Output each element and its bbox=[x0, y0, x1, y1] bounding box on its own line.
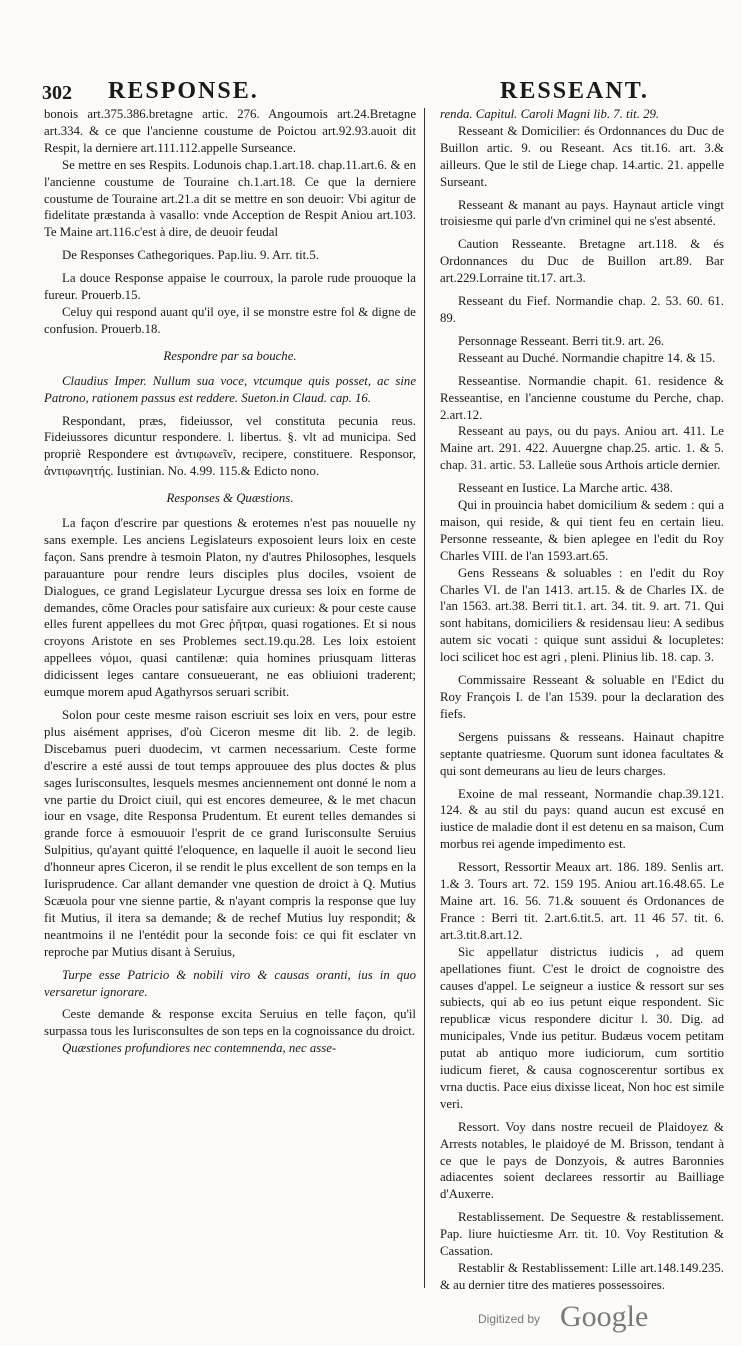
entry: Commissaire Resseant & soluable en l'Edict du Roy François I. de l'an 1539. pour la declaration des fiefs. bbox=[440, 673, 724, 721]
quotation: Quæstiones profundiores nec contemnenda, nec asse- bbox=[62, 1041, 337, 1056]
entry: Ressort, Ressortir Meaux art. 186. 189. Senlis art. 1.& 3. Tours art. 72. 159 195. Aniou art.16.48.65. Le Maine art. 16. 56. 71.& souuent és Ordonances de France : Berri tit. 2.art.6.tit.5. art. 11 46 57. tit. 6. art.3.tit.8.art.12. bbox=[440, 860, 724, 942]
paragraph: Respondant, præs, fideiussor, vel constituta pecunia reus. Fideiussores dicuntur respondere. l. libertus. §. vlt ad municipa. Sed propriè Respondere est ἀντιφωνεῖν, recipere, constituere. Responsor, ἀντιφωνητής. Iustinian. No. 4.99. 115.& Edicto nono. bbox=[44, 413, 416, 479]
entry: Resseantise. Normandie chapit. 61. residence & Resseantise, en l'ancienne coustume du Perche, chap. 2.art.12. bbox=[440, 373, 724, 422]
quotation: Turpe esse Patricio & nobili viro & causas oranti, ius in quo versaretur ignorare. bbox=[44, 967, 416, 999]
section-heading: Responses & Quæstions. bbox=[166, 491, 294, 506]
entry: Exoine de mal resseant, Normandie chap.39.121. 124. & au stil du pays: quand aucun est excusé en iustice de maladie dont il est detenu en sa maison, Cum morbus rei agende impedimento est. bbox=[440, 786, 724, 852]
entry: Resseant du Fief. Normandie chap. 2. 53. 60. 61. 89. bbox=[440, 294, 724, 325]
digitized-by-label: Digitized by bbox=[478, 1312, 541, 1326]
paragraph: Se mettre en ses Respits. Lodunois chap.1.art.18. chap.11.art.6. & en l'ancienne coustume de Touraine ch.1.art.18. Ce que la derniere coustume de Touraine art.21.a dit se mettre en son deuoir: Vbi agitur de fidelitate præstanda à vasallo: vnde Acception de Respit Aniou art.103. Te Maine art.116.c'est à dire, de deuoir feudal bbox=[44, 157, 416, 240]
paragraph: renda. Capitul. Caroli Magni lib. 7. tit. 29. bbox=[440, 107, 660, 121]
right-column bbox=[440, 106, 724, 1326]
entry: Resseant en Iustice. La Marche artic. 438. bbox=[458, 481, 673, 496]
paragraph: bonois art.375.386.bretagne artic. 276. Angoumois art.24.Bretagne art.334. & ce que l'ancienne coustume de Poictou art.92.93.auoit dit Respit, la derniere art.111.112.appelle Surseance. bbox=[44, 107, 416, 155]
entry: Sergens puissans & resseans. Hainaut chapitre septante quatriesme. Quorum sunt idonea facultates & qui sont demeurans au lieu de leurs charges. bbox=[440, 729, 724, 778]
paragraph: Ceste demande & response excita Seruius en telle façon, qu'il surpassa tous les Iurisconsultes de son teps en la cognoissance du droict. bbox=[44, 1007, 416, 1039]
entry: Restablissement. De Sequestre & restablissement. Pap. liure huictiesme Arr. tit. 10. Voy Restitution & Cassation. bbox=[440, 1210, 724, 1259]
entry: Gens Resseans & soluables : en l'edit du Roy Charles VI. de l'an 1413. art.15. & de Charles IX. de l'an 1563. art.38. Berri tit.1. art. 34. tit. 9. art. 71. Qui sont habitans, domiciliers & residensau lieu: A sedibus autem sic vocati : quique sunt assidui & locupletes: loci scilicet hoc est agri , pleni. Plinius lib. 18. cap. 3. bbox=[440, 565, 724, 665]
entry: Restablir & Restablissement: Lille art.148.149.235. & au dernier titre des matieres possessoires. bbox=[440, 1261, 724, 1292]
running-header bbox=[42, 78, 702, 104]
entry: Resseant au pays, ou du pays. Aniou art. 411. Le Maine art. 291. 422. Auuergne chap.25. artic. 1. & 5. chap. 31. artic. 53. Lalleüe sous Arthois article dernier. bbox=[440, 424, 724, 473]
paragraph: Celuy qui respond auant qu'il oye, il se monstre estre fol & digne de confusion. Prouerb.18. bbox=[44, 304, 416, 336]
digitization-watermark bbox=[478, 1300, 718, 1334]
entry: Ressort. Voy dans nostre recueil de Plaidoyez & Arrests notables, le plaidoyé de M. Brisson, tendant à ce que le pays de Donzyois, & autres Baronnies adiacentes soient declarees ressortir au Bailliage d'Auxerre. bbox=[440, 1119, 724, 1202]
page-number: 302 bbox=[42, 82, 72, 104]
left-column bbox=[44, 106, 416, 1326]
entry: Caution Resseante. Bretagne art.118. & és Ordonnances du Duc de Buillon art.89. Bar art.229.Lorraine tit.17. art.3. bbox=[440, 237, 724, 286]
running-title-right: RESSEANT. bbox=[500, 78, 649, 104]
column-divider bbox=[424, 108, 425, 1288]
entry: Qui in prouincia habet domicilium & sedem : qui a maison, qui reside, & qui tient feu en certain lieu. Personne resseante, & bien aplegee en l'edit du Roy Charles VIII. de l'an 1593.art.65. bbox=[440, 498, 724, 563]
entry: Resseant & manant au pays. Haynaut article vingt troisiesme qui parle d'vn criminel qui ne s'est absenté. bbox=[440, 197, 724, 229]
google-logo: Google bbox=[560, 1300, 649, 1333]
entry: Resseant & Domicilier: és Ordonnances du Duc de Buillon artic. 9. ou Reseant. Acs tit.16. art. 3.& ailleurs. Que le stil de Liege chap. 14.artic. 21. appelle Surseant. bbox=[440, 123, 724, 189]
section-heading: Respondre par sa bouche. bbox=[163, 348, 297, 363]
running-title-left: RESPONSE. bbox=[108, 78, 259, 104]
paragraph: De Responses Cathegoriques. Pap.liu. 9. Arr. tit.5. bbox=[62, 248, 319, 263]
paragraph: Solon pour ceste mesme raison escriuit ses loix en vers, pour estre plus aisément apprises, d'où Ciceron mesme dit lib. 2. de legib. Discebamus pueri duodecim, vt carmen necessarium. Ceste forme d'escrire a esté aussi de tout temps approuuee des plus doctes & plus sages Iurisconsultes, lesquels mesmes anciennement ont donné le nom a vne partie du Droict ciuil, qui est encores demeuree, & le met chacun iour en vsage, dite Responsa Prudentum. Et eurent telles demandes si grande force à esmouuoir l'esprit de ce grand Iurisconsulte Seruius Sulpitius, qu'ayant quitté l'eloquence, en laquelle il auoit le second lieu d'honneur apres Ciceron, il se rendit le plus excellent de son temps en la Iurisprudence. Car allant demander vne question de droict à Q. Mutius Scæuola pour vne sienne partie, & n'ayant compris la response que luy fit Mutius, il itera sa demande; & de rechef Mutius luy respondit; & neantmoins il ne l'entédit pour la seconde fois: ce qui fit esclater vn reproche par Mutius disant à Seruius, bbox=[44, 708, 416, 959]
entry: Resseant au Duché. Normandie chapitre 14. & 15. bbox=[458, 350, 716, 365]
paragraph: La douce Response appaise le courroux, la parole rude prouoque la fureur. Prouerb.15. bbox=[44, 271, 416, 303]
quotation: Claudius Imper. Nullum sua voce, vtcumque quis posset, ac sine Patrono, rationem passus est reddere. Sueton.in Claud. cap. 16. bbox=[44, 373, 416, 405]
paragraph: La façon d'escrire par questions & erotemes n'est pas nouuelle ny sans exemple. Les anciens Legislateurs exposoient leurs loix en ceste façon. Sans prendre à tesmoin Platon, ny d'autres Philosophes, lesquels parauanture pour rendre leurs disciples plus dociles, vsoient de Dialogues, ce grand Legislateur Lycurgue dressa ses loix en forme de demandes, cõme Oracles pour satisfaire aux curieux: & pour ceste cause elles furent appellees du mot Grec ῥῆτραι, quasi rogationes. Et si nous croyons Aristote en ses Problemes sect.19.qu.28. Les loix estoient appellees νόμοι, quasi cantilenæ: quia homines priusquam litteras didicissent leges cantare consueuerant, ne eas obliuioni traderent; eumque morem apud Agathyrsos seruari scribit. bbox=[44, 516, 416, 700]
entry: Sic appellatur districtus iudicis , ad quem apellationes fiunt. C'est le droict de cognoistre des causes d'appel. Le seigneur a iustice & ressort sur ses subiects, qui ab eo ius petunt eique respondent. Sic republicæ vicus respondere dicitur l. 30. Dig. ad municipales, Vnde ius petitur. Budæus vocem petitam putat ab antiquo more iudiciorum, cum sortitio iudicum fieret, & causa cognoscerentur sortibus ex vrna ductis. Pace eius dixisse liceat, Non hoc est simile veri. bbox=[440, 944, 724, 1111]
entry: Personnage Resseant. Berri tit.9. art. 26. bbox=[458, 333, 665, 348]
